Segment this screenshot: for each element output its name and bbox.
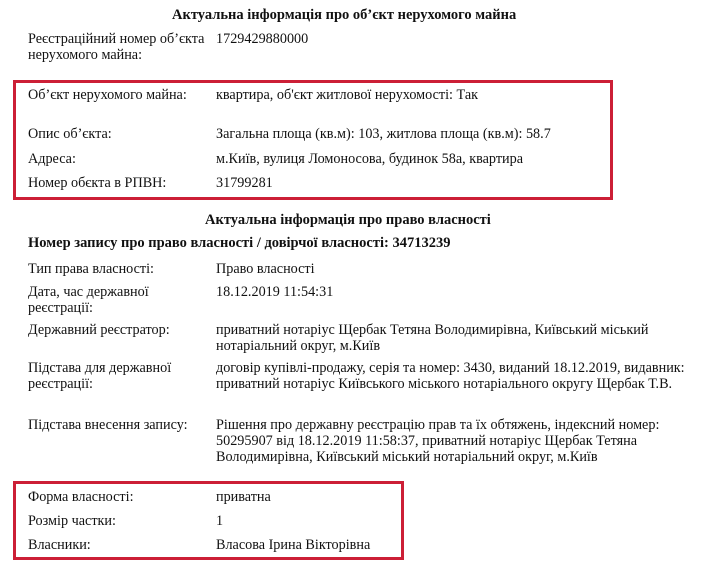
ownership-record-title: Номер запису про право власності / довірчої власності: 34713239 — [28, 235, 451, 251]
registration-datetime-label: Дата, час державної реєстрації: — [28, 284, 149, 316]
ownership-type-label: Тип права власності: — [28, 261, 154, 277]
object-reg-number-label: Реєстраційний номер об’єкта нерухомого майна: — [28, 31, 205, 63]
object-type-value: квартира, об'єкт житлової нерухомості: Так — [216, 87, 479, 103]
ownership-form-label: Форма власності: — [28, 489, 134, 505]
object-address-label: Адреса: — [28, 151, 76, 167]
registration-basis-label: Підстава для державної реєстрації: — [28, 360, 172, 392]
object-rpvn-number-value: 31799281 — [216, 175, 273, 191]
object-address-value: м.Київ, вулиця Ломоносова, будинок 58а, квартира — [216, 151, 524, 167]
entry-basis-label: Підстава внесення запису: — [28, 417, 188, 433]
object-rpvn-number-label: Номер обєкта в РПВН: — [28, 175, 167, 191]
object-description-label: Опис об’єкта: — [28, 126, 112, 142]
state-registrar-label: Державний реєстратор: — [28, 322, 170, 338]
share-size-label: Розмір частки: — [28, 513, 116, 529]
object-description-value: Загальна площа (кв.м): 103, житлова площа (кв.м): 58.7 — [216, 126, 551, 142]
ownership-section-title: Актуальна інформація про право власності — [205, 212, 491, 228]
object-type-label: Об’єкт нерухомого майна: — [28, 87, 187, 103]
owners-label: Власники: — [28, 537, 91, 553]
object-section-title: Актуальна інформація про об’єкт нерухомого майна — [172, 7, 517, 23]
share-size-value: 1 — [216, 513, 224, 529]
object-reg-number-value: 1729429880000 — [216, 31, 309, 47]
ownership-form-value: приватна — [216, 489, 271, 505]
ownership-type-value: Право власності — [216, 261, 315, 277]
owners-value: Власова Ірина Вікторівна — [216, 537, 371, 553]
registration-datetime-value: 18.12.2019 11:54:31 — [216, 284, 334, 300]
entry-basis-value: Рішення про державну реєстрацію прав та їх обтяжень, індексний номер: 50295907 від 18.12.2019 11:58:37, приватний нотаріус Щербак Тетяна Володимирівна, Київський міський нотаріальний округ, м.Київ — [216, 417, 660, 465]
registration-basis-value: договір купівлі-продажу, серія та номер: 3430, виданий 18.12.2019, видавник: приватний нотаріус Київського міського нотаріального округу Щербак Т.В. — [216, 360, 685, 392]
state-registrar-value: приватний нотаріус Щербак Тетяна Володимирівна, Київський міський нотаріальний округ, м.Київ — [216, 322, 649, 354]
